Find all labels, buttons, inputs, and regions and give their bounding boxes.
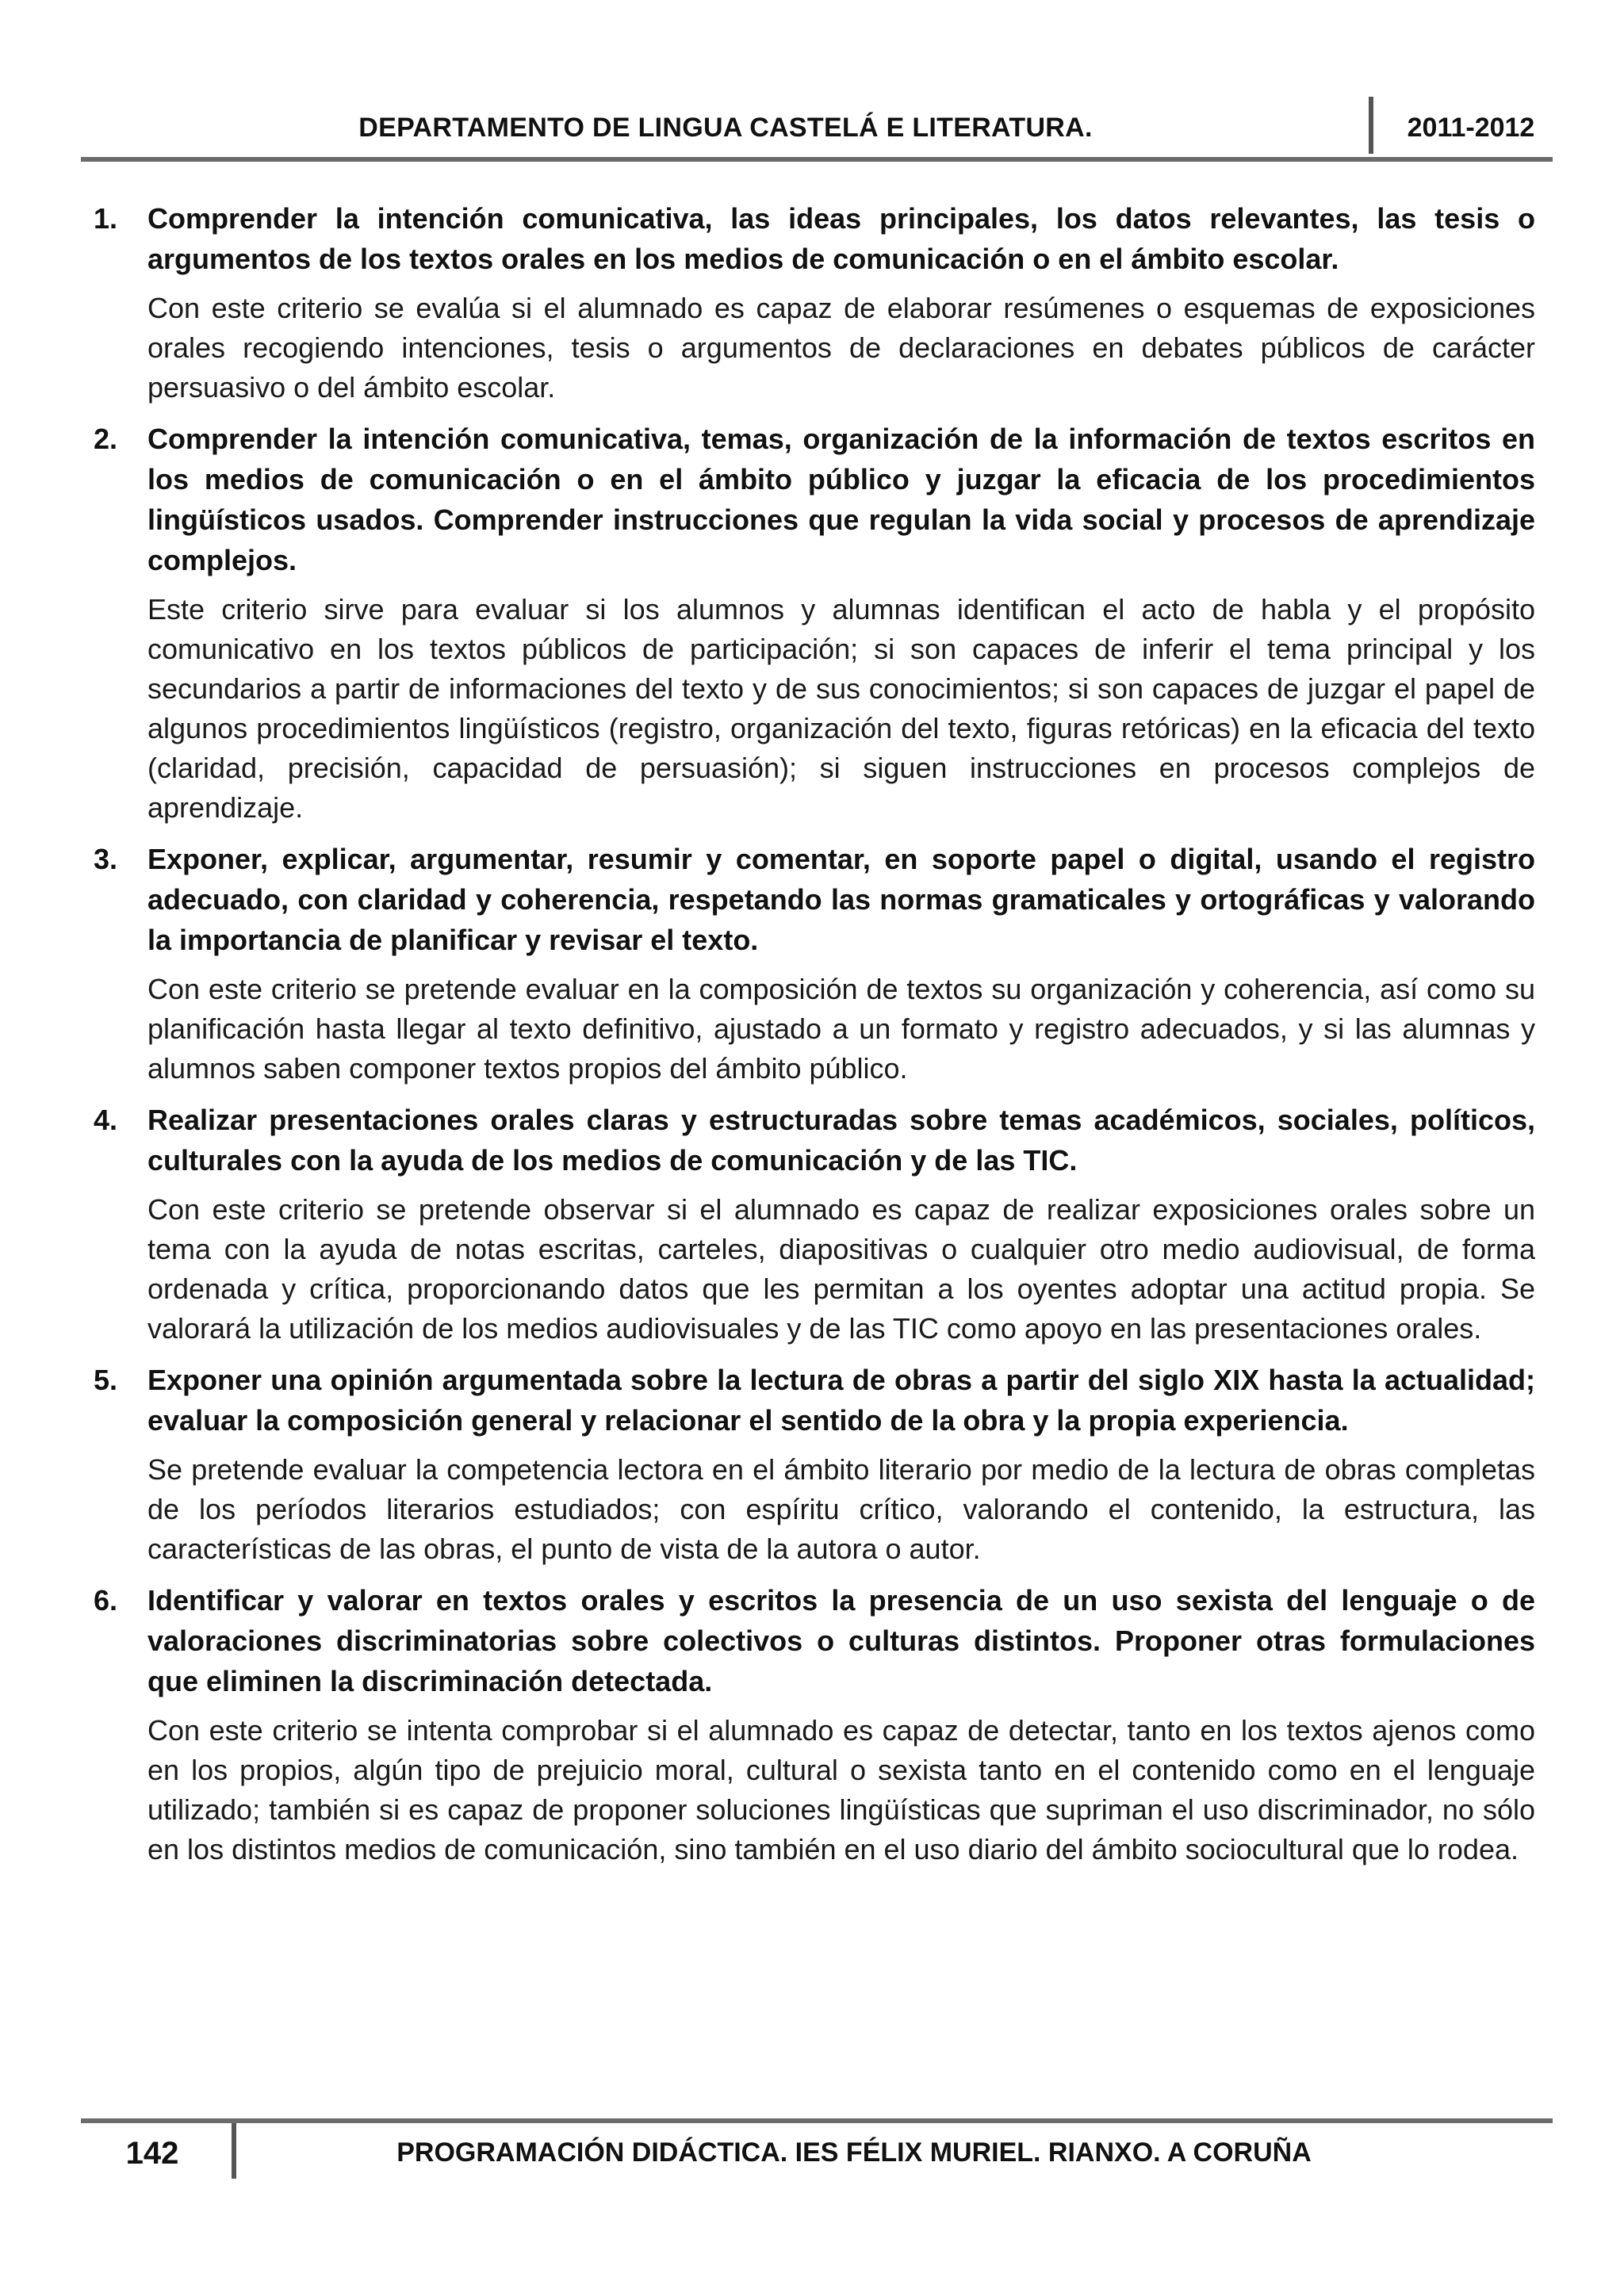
criterion-number: 3. (94, 843, 118, 875)
page-number: 142 (125, 2136, 179, 2171)
criterion-number: 1. (94, 202, 118, 235)
criterion-description: Con este criterio se evalúa si el alumnado es capaz de elaborar resúmenes o esquemas de exposiciones orales recogiendo intenciones, tesis o argumentos de declaraciones en debates públicos de carácter persuasivo o del ámbito escolar. (147, 292, 1535, 404)
criterion-description: Este criterio sirve para evaluar si los alumnos y alumnas identifican el acto de habla y el propósito comunicativo en los textos públicos de participación; si son capaces de inferir el tema principal y los secundarios a partir de informaciones del texto y de sus conocimientos; si son capaces de juzgar el papel de algunos procedimientos lingüísticos (registro, organización del texto, figuras retóricas) en la eficacia del texto (claridad, precisión, capacidad de persuasión); si siguen instrucciones en procesos complejos de aprendizaje. (147, 593, 1535, 824)
criterion-heading (94, 1580, 1535, 1701)
criterion-1 (94, 198, 1535, 408)
criterion-title: Comprender la intención comunicativa, temas, organización de la información de textos escritos en los medios de comunicación o en el ámbito público y juzgar la eficacia de los procedimientos lingüísticos usados. Comprender instrucciones que regulan la vida social y procesos de aprendizaje complejos. (147, 423, 1535, 576)
criterion-description: Se pretende evaluar la competencia lectora en el ámbito literario por medio de la lectura de obras completas de los períodos literarios estudiados; con espíritu crítico, valorando el contenido, la estructura, las características de las obras, el punto de vista de la autora o autor. (147, 1453, 1535, 1565)
footer-rule (81, 2118, 1553, 2123)
criterion-title: Realizar presentaciones orales claras y estructuradas sobre temas académicos, sociales, políticos, culturales con la ayuda de los medios de comunicación y de las TIC. (147, 1104, 1535, 1177)
criterion-3 (94, 839, 1535, 1089)
criterion-heading (94, 198, 1535, 279)
criterion-4 (94, 1100, 1535, 1349)
criterion-description: Con este criterio se intenta comprobar si el alumnado es capaz de detectar, tanto en los textos ajenos como en los propios, algún tipo de prejuicio moral, cultural o sexista tanto en el contenido como en el lenguaje utilizado; también si es capaz de proponer soluciones lingüísticas que supriman el uso discriminador, no sólo en los distintos medios de comunicación, sino también en el uso diario del ámbito sociocultural que lo rodea. (147, 1714, 1535, 1866)
footer-text: PROGRAMACIÓN DIDÁCTICA. IES FÉLIX MURIEL. RIANXO. A CORUÑA (396, 2137, 1312, 2168)
criterion-6 (94, 1580, 1535, 1869)
page-footer (81, 2118, 1553, 2182)
criterion-number: 2. (94, 423, 118, 455)
criterion-number: 6. (94, 1584, 118, 1617)
criterion-number: 4. (94, 1104, 118, 1136)
criterion-title: Comprender la intención comunicativa, las ideas principales, los datos relevantes, las tesis o argumentos de los textos orales en los medios de comunicación o en el ámbito escolar. (147, 202, 1535, 275)
criterion-heading (94, 1360, 1535, 1441)
criterion-5 (94, 1360, 1535, 1569)
header-divider (1369, 97, 1373, 154)
header-rule (81, 157, 1553, 162)
criterion-heading (94, 419, 1535, 580)
criterion-heading (94, 1100, 1535, 1181)
criterion-heading (94, 839, 1535, 960)
criterion-number: 5. (94, 1364, 118, 1396)
header-year: 2011-2012 (1407, 113, 1535, 143)
criterion-2 (94, 419, 1535, 828)
criterion-description: Con este criterio se pretende observar si el alumnado es capaz de realizar exposiciones orales sobre un tema con la ayuda de notas escritas, carteles, diapositivas o cualquier otro medio audiovisual, de forma ordenada y crítica, proporcionando datos que les permitan a los oyentes adoptar una actitud propia. Se valorará la utilización de los medios audiovisuales y de las TIC como apoyo en las presentaciones orales. (147, 1193, 1535, 1345)
criterion-title: Exponer una opinión argumentada sobre la lectura de obras a partir del siglo XIX hasta la actualidad; evaluar la composición general y relacionar el sentido de la obra y la propia experiencia. (147, 1364, 1535, 1437)
criterion-description: Con este criterio se pretende evaluar en la composición de textos su organización y coherencia, así como su planificación hasta llegar al texto definitivo, ajustado a un formato y registro adecuados, y si las alumnas y alumnos saben componer textos propios del ámbito público. (147, 973, 1535, 1085)
criteria-list (94, 198, 1535, 1881)
footer-divider (232, 2123, 236, 2179)
header-title: DEPARTAMENTO DE LINGUA CASTELÁ E LITERATURA. (358, 113, 1093, 143)
criterion-title: Identificar y valorar en textos orales y escritos la presencia de un uso sexista del lenguaje o de valoraciones discriminatorias sobre colectivos o culturas distintos. Proponer otras formulaciones que eliminen la discriminación detectada. (147, 1584, 1535, 1697)
page-header (81, 86, 1553, 163)
criterion-title: Exponer, explicar, argumentar, resumir y comentar, en soporte papel o digital, usando el registro adecuado, con claridad y coherencia, respetando las normas gramaticales y ortográficas y valorando la importancia de planificar y revisar el texto. (147, 843, 1535, 956)
